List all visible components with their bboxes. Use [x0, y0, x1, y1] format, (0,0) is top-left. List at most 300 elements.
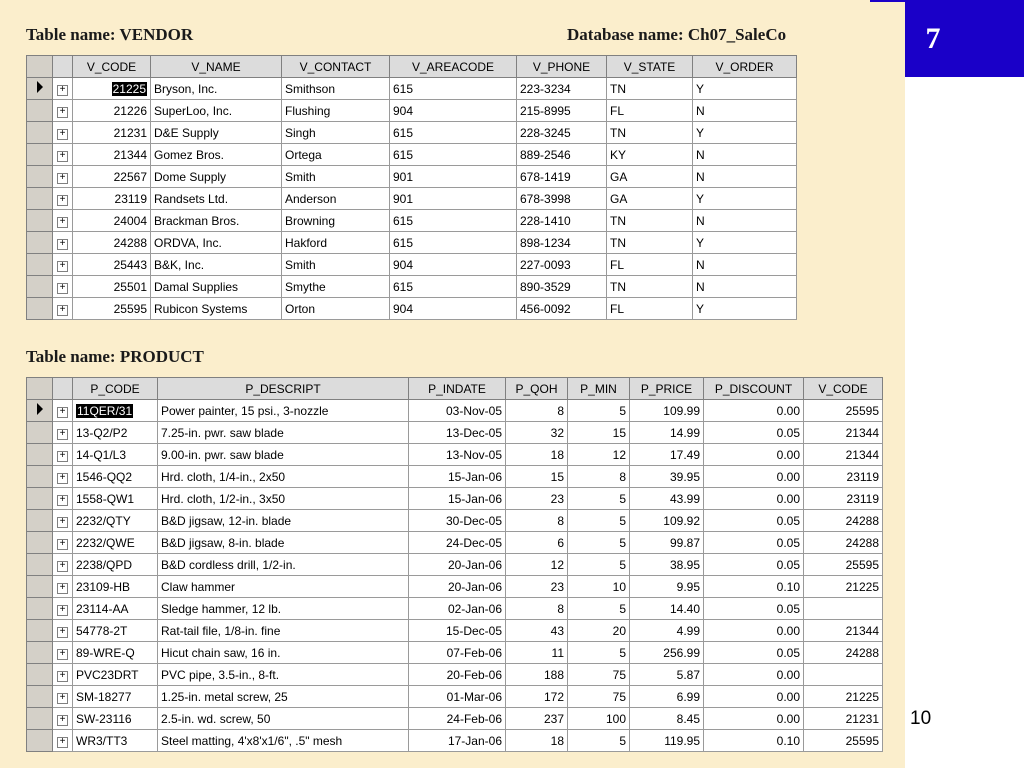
expand-row-button[interactable] [53, 664, 73, 686]
table-cell[interactable]: 24288 [73, 232, 151, 254]
table-cell[interactable]: 0.05 [704, 554, 804, 576]
table-cell[interactable]: Hakford [282, 232, 390, 254]
table-row[interactable] [27, 730, 883, 752]
table-row[interactable] [27, 188, 797, 210]
table-cell[interactable]: 8 [568, 466, 630, 488]
table-cell[interactable]: TN [607, 210, 693, 232]
column-header[interactable]: P_INDATE [409, 378, 506, 400]
table-row[interactable] [27, 422, 883, 444]
table-cell[interactable]: 39.95 [630, 466, 704, 488]
table-cell[interactable]: Singh [282, 122, 390, 144]
table-cell[interactable]: 109.92 [630, 510, 704, 532]
expand-row-button[interactable] [53, 598, 73, 620]
table-cell[interactable]: 14-Q1/L3 [73, 444, 158, 466]
expand-row-button[interactable] [53, 686, 73, 708]
table-cell[interactable]: 2232/QWE [73, 532, 158, 554]
table-row[interactable] [27, 122, 797, 144]
table-cell[interactable]: Rat-tail file, 1/8-in. fine [158, 620, 409, 642]
table-cell[interactable]: FL [607, 298, 693, 320]
column-header[interactable]: P_PRICE [630, 378, 704, 400]
table-cell[interactable]: 25595 [804, 400, 883, 422]
table-cell[interactable]: 615 [390, 276, 517, 298]
record-selector[interactable] [27, 422, 53, 444]
table-row[interactable] [27, 554, 883, 576]
table-cell[interactable]: Y [693, 122, 797, 144]
column-header[interactable]: P_DESCRIPT [158, 378, 409, 400]
table-cell[interactable]: 615 [390, 122, 517, 144]
record-selector[interactable] [27, 400, 53, 422]
record-selector[interactable] [27, 620, 53, 642]
expand-row-button[interactable] [53, 400, 73, 422]
table-cell[interactable]: 1.25-in. metal screw, 25 [158, 686, 409, 708]
record-selector[interactable] [27, 232, 53, 254]
expand-row-button[interactable] [53, 642, 73, 664]
table-cell[interactable]: 23 [506, 488, 568, 510]
expand-row-button[interactable] [53, 422, 73, 444]
table-cell[interactable]: 172 [506, 686, 568, 708]
table-cell[interactable]: 109.99 [630, 400, 704, 422]
expand-row-button[interactable] [53, 122, 73, 144]
table-cell[interactable] [73, 78, 151, 100]
table-cell[interactable]: FL [607, 254, 693, 276]
table-cell[interactable]: 5 [568, 598, 630, 620]
table-cell[interactable]: 23114-AA [73, 598, 158, 620]
table-cell[interactable]: 13-Dec-05 [409, 422, 506, 444]
table-cell[interactable]: 5 [568, 642, 630, 664]
table-cell[interactable]: 15 [506, 466, 568, 488]
table-cell[interactable]: 0.00 [704, 466, 804, 488]
table-cell[interactable]: 237 [506, 708, 568, 730]
table-cell[interactable]: 5 [568, 730, 630, 752]
column-header[interactable]: V_NAME [151, 56, 282, 78]
record-selector[interactable] [27, 144, 53, 166]
expand-row-button[interactable] [53, 708, 73, 730]
table-cell[interactable]: TN [607, 232, 693, 254]
table-cell[interactable]: SuperLoo, Inc. [151, 100, 282, 122]
table-row[interactable] [27, 620, 883, 642]
table-cell[interactable]: 0.05 [704, 422, 804, 444]
table-cell[interactable]: 07-Feb-06 [409, 642, 506, 664]
table-cell[interactable]: 14.40 [630, 598, 704, 620]
column-header[interactable]: P_CODE [73, 378, 158, 400]
record-selector[interactable] [27, 444, 53, 466]
table-cell[interactable]: 7.25-in. pwr. saw blade [158, 422, 409, 444]
table-cell[interactable]: 0.00 [704, 686, 804, 708]
table-cell[interactable]: 21226 [73, 100, 151, 122]
table-cell[interactable]: 901 [390, 188, 517, 210]
record-selector[interactable] [27, 466, 53, 488]
record-selector[interactable] [27, 166, 53, 188]
table-cell[interactable]: 25595 [804, 730, 883, 752]
table-row[interactable] [27, 686, 883, 708]
table-cell[interactable] [73, 400, 158, 422]
record-selector[interactable] [27, 686, 53, 708]
column-header[interactable]: P_MIN [568, 378, 630, 400]
table-cell[interactable]: B&D jigsaw, 8-in. blade [158, 532, 409, 554]
table-cell[interactable]: 24-Feb-06 [409, 708, 506, 730]
table-cell[interactable]: 30-Dec-05 [409, 510, 506, 532]
table-cell[interactable]: 0.00 [704, 488, 804, 510]
table-cell[interactable]: 0.10 [704, 576, 804, 598]
table-cell[interactable]: 0.05 [704, 642, 804, 664]
table-cell[interactable]: 20-Jan-06 [409, 576, 506, 598]
expand-row-button[interactable] [53, 78, 73, 100]
table-cell[interactable]: 8.45 [630, 708, 704, 730]
record-selector[interactable] [27, 276, 53, 298]
table-cell[interactable]: 615 [390, 232, 517, 254]
table-cell[interactable]: 21225 [804, 686, 883, 708]
table-row[interactable] [27, 488, 883, 510]
table-cell[interactable]: 54778-2T [73, 620, 158, 642]
table-cell[interactable]: 615 [390, 78, 517, 100]
table-cell[interactable]: Bryson, Inc. [151, 78, 282, 100]
column-header[interactable]: P_QOH [506, 378, 568, 400]
table-cell[interactable]: 119.95 [630, 730, 704, 752]
table-cell[interactable]: Sledge hammer, 12 lb. [158, 598, 409, 620]
table-cell[interactable]: Gomez Bros. [151, 144, 282, 166]
table-cell[interactable]: 904 [390, 254, 517, 276]
table-cell[interactable]: 89-WRE-Q [73, 642, 158, 664]
record-selector[interactable] [27, 210, 53, 232]
table-cell[interactable]: B&D jigsaw, 12-in. blade [158, 510, 409, 532]
table-cell[interactable]: Ortega [282, 144, 390, 166]
record-selector[interactable] [27, 122, 53, 144]
column-header[interactable]: V_CODE [73, 56, 151, 78]
column-header[interactable]: V_AREACODE [390, 56, 517, 78]
table-cell[interactable]: 03-Nov-05 [409, 400, 506, 422]
table-cell[interactable]: TN [607, 276, 693, 298]
table-cell[interactable]: 24288 [804, 532, 883, 554]
table-cell[interactable]: 9.00-in. pwr. saw blade [158, 444, 409, 466]
table-cell[interactable]: 23 [506, 576, 568, 598]
table-cell[interactable]: Power painter, 15 psi., 3-nozzle [158, 400, 409, 422]
table-cell[interactable]: N [693, 166, 797, 188]
expand-row-button[interactable] [53, 532, 73, 554]
table-cell[interactable]: 0.05 [704, 532, 804, 554]
table-cell[interactable]: Dome Supply [151, 166, 282, 188]
table-row[interactable] [27, 576, 883, 598]
column-header[interactable]: V_CODE [804, 378, 883, 400]
table-cell[interactable]: 24288 [804, 642, 883, 664]
table-cell[interactable]: 678-3998 [517, 188, 607, 210]
table-cell[interactable]: 23109-HB [73, 576, 158, 598]
table-cell[interactable]: 25443 [73, 254, 151, 276]
table-cell[interactable]: 0.00 [704, 400, 804, 422]
table-cell[interactable]: 23119 [804, 488, 883, 510]
table-cell[interactable]: 9.95 [630, 576, 704, 598]
table-cell[interactable]: Hicut chain saw, 16 in. [158, 642, 409, 664]
table-cell[interactable]: N [693, 144, 797, 166]
table-cell[interactable]: 17-Jan-06 [409, 730, 506, 752]
table-cell[interactable]: 228-1410 [517, 210, 607, 232]
table-cell[interactable]: SW-23116 [73, 708, 158, 730]
table-cell[interactable]: TN [607, 122, 693, 144]
column-header[interactable]: V_STATE [607, 56, 693, 78]
table-cell[interactable]: 904 [390, 100, 517, 122]
table-cell[interactable]: 18 [506, 444, 568, 466]
column-header[interactable]: V_ORDER [693, 56, 797, 78]
record-selector[interactable] [27, 254, 53, 276]
table-cell[interactable]: 14.99 [630, 422, 704, 444]
table-cell[interactable]: 23119 [73, 188, 151, 210]
expand-row-button[interactable] [53, 232, 73, 254]
table-cell[interactable]: 15-Jan-06 [409, 488, 506, 510]
expand-row-button[interactable] [53, 144, 73, 166]
table-cell[interactable]: 5 [568, 400, 630, 422]
table-cell[interactable]: 2.5-in. wd. screw, 50 [158, 708, 409, 730]
table-cell[interactable]: 898-1234 [517, 232, 607, 254]
table-cell[interactable]: 75 [568, 664, 630, 686]
table-row[interactable] [27, 532, 883, 554]
expand-row-button[interactable] [53, 444, 73, 466]
table-cell[interactable]: Anderson [282, 188, 390, 210]
table-cell[interactable]: 24004 [73, 210, 151, 232]
record-selector[interactable] [27, 730, 53, 752]
table-cell[interactable]: 24288 [804, 510, 883, 532]
table-cell[interactable]: D&E Supply [151, 122, 282, 144]
table-cell[interactable]: B&D cordless drill, 1/2-in. [158, 554, 409, 576]
table-cell[interactable]: Y [693, 188, 797, 210]
table-cell[interactable]: 8 [506, 400, 568, 422]
table-cell[interactable]: Rubicon Systems [151, 298, 282, 320]
expand-row-button[interactable] [53, 298, 73, 320]
column-header[interactable]: V_PHONE [517, 56, 607, 78]
table-cell[interactable]: 21344 [804, 620, 883, 642]
table-cell[interactable]: Damal Supplies [151, 276, 282, 298]
table-cell[interactable]: Flushing [282, 100, 390, 122]
table-cell[interactable]: N [693, 276, 797, 298]
table-cell[interactable]: PVC pipe, 3.5-in., 8-ft. [158, 664, 409, 686]
table-cell[interactable]: 1558-QW1 [73, 488, 158, 510]
record-selector[interactable] [27, 708, 53, 730]
expand-row-button[interactable] [53, 620, 73, 642]
table-cell[interactable]: 5 [568, 488, 630, 510]
record-selector[interactable] [27, 100, 53, 122]
table-cell[interactable]: 256.99 [630, 642, 704, 664]
table-cell[interactable]: 20 [568, 620, 630, 642]
table-cell[interactable]: 21344 [804, 444, 883, 466]
table-cell[interactable]: PVC23DRT [73, 664, 158, 686]
table-cell[interactable]: 99.87 [630, 532, 704, 554]
table-cell[interactable]: 227-0093 [517, 254, 607, 276]
record-selector[interactable] [27, 78, 53, 100]
table-cell[interactable]: 12 [506, 554, 568, 576]
table-cell[interactable]: 5.87 [630, 664, 704, 686]
table-cell[interactable]: 15-Dec-05 [409, 620, 506, 642]
record-selector[interactable] [27, 532, 53, 554]
expand-row-button[interactable] [53, 166, 73, 188]
table-cell[interactable]: 0.00 [704, 620, 804, 642]
table-cell[interactable]: 5 [568, 554, 630, 576]
column-header[interactable]: P_DISCOUNT [704, 378, 804, 400]
table-cell[interactable]: Y [693, 298, 797, 320]
table-cell[interactable]: Brackman Bros. [151, 210, 282, 232]
table-cell[interactable]: Randsets Ltd. [151, 188, 282, 210]
table-cell[interactable]: 22567 [73, 166, 151, 188]
table-row[interactable] [27, 642, 883, 664]
table-cell[interactable]: 02-Jan-06 [409, 598, 506, 620]
expand-row-button[interactable] [53, 576, 73, 598]
table-cell[interactable]: Smythe [282, 276, 390, 298]
table-cell[interactable]: N [693, 100, 797, 122]
table-cell[interactable]: 25595 [73, 298, 151, 320]
table-cell[interactable]: 21231 [73, 122, 151, 144]
record-selector[interactable] [27, 554, 53, 576]
table-cell[interactable]: WR3/TT3 [73, 730, 158, 752]
table-cell[interactable]: 0.10 [704, 730, 804, 752]
record-selector[interactable] [27, 642, 53, 664]
table-cell[interactable]: 5 [568, 532, 630, 554]
table-cell[interactable]: 21225 [804, 576, 883, 598]
table-cell[interactable]: Y [693, 78, 797, 100]
table-cell[interactable]: 13-Nov-05 [409, 444, 506, 466]
table-cell[interactable]: 615 [390, 144, 517, 166]
table-cell[interactable]: 1546-QQ2 [73, 466, 158, 488]
table-cell[interactable]: 10 [568, 576, 630, 598]
table-cell[interactable]: 904 [390, 298, 517, 320]
table-cell[interactable]: 0.00 [704, 708, 804, 730]
table-row[interactable] [27, 664, 883, 686]
record-selector[interactable] [27, 188, 53, 210]
table-cell[interactable]: GA [607, 188, 693, 210]
table-row[interactable] [27, 78, 797, 100]
table-cell[interactable]: 43.99 [630, 488, 704, 510]
table-cell[interactable]: 32 [506, 422, 568, 444]
table-cell[interactable]: N [693, 210, 797, 232]
table-row[interactable] [27, 254, 797, 276]
table-cell[interactable]: Smithson [282, 78, 390, 100]
table-cell[interactable]: 228-3245 [517, 122, 607, 144]
record-selector[interactable] [27, 510, 53, 532]
table-cell[interactable]: Orton [282, 298, 390, 320]
table-cell[interactable] [804, 598, 883, 620]
table-row[interactable] [27, 166, 797, 188]
table-cell[interactable]: 2238/QPD [73, 554, 158, 576]
expand-row-button[interactable] [53, 488, 73, 510]
table-cell[interactable]: 6 [506, 532, 568, 554]
table-cell[interactable]: Smith [282, 254, 390, 276]
expand-row-button[interactable] [53, 276, 73, 298]
table-cell[interactable]: 75 [568, 686, 630, 708]
table-cell[interactable]: ORDVA, Inc. [151, 232, 282, 254]
table-row[interactable] [27, 708, 883, 730]
table-row[interactable] [27, 298, 797, 320]
table-cell[interactable]: Y [693, 232, 797, 254]
table-cell[interactable]: 21344 [804, 422, 883, 444]
table-cell[interactable]: 01-Mar-06 [409, 686, 506, 708]
table-cell[interactable]: 11 [506, 642, 568, 664]
table-cell[interactable]: Claw hammer [158, 576, 409, 598]
table-cell[interactable]: 4.99 [630, 620, 704, 642]
table-cell[interactable]: 0.05 [704, 598, 804, 620]
table-cell[interactable]: 25595 [804, 554, 883, 576]
table-row[interactable] [27, 510, 883, 532]
table-cell[interactable]: Browning [282, 210, 390, 232]
table-row[interactable] [27, 210, 797, 232]
table-cell[interactable]: FL [607, 100, 693, 122]
table-cell[interactable]: KY [607, 144, 693, 166]
expand-row-button[interactable] [53, 730, 73, 752]
record-selector[interactable] [27, 298, 53, 320]
table-row[interactable] [27, 598, 883, 620]
table-row[interactable] [27, 466, 883, 488]
table-row[interactable] [27, 276, 797, 298]
table-row[interactable] [27, 232, 797, 254]
table-cell[interactable]: 5 [568, 510, 630, 532]
table-cell[interactable]: 38.95 [630, 554, 704, 576]
table-cell[interactable] [804, 664, 883, 686]
table-cell[interactable]: 890-3529 [517, 276, 607, 298]
table-cell[interactable]: 25501 [73, 276, 151, 298]
expand-row-button[interactable] [53, 254, 73, 276]
table-cell[interactable]: 17.49 [630, 444, 704, 466]
table-cell[interactable]: Hrd. cloth, 1/2-in., 3x50 [158, 488, 409, 510]
table-cell[interactable]: Smith [282, 166, 390, 188]
table-row[interactable] [27, 100, 797, 122]
table-cell[interactable]: 23119 [804, 466, 883, 488]
table-cell[interactable]: 24-Dec-05 [409, 532, 506, 554]
record-selector[interactable] [27, 664, 53, 686]
table-cell[interactable]: 0.05 [704, 510, 804, 532]
table-cell[interactable]: 188 [506, 664, 568, 686]
record-selector[interactable] [27, 598, 53, 620]
table-row[interactable] [27, 444, 883, 466]
table-row[interactable] [27, 400, 883, 422]
table-cell[interactable]: 15 [568, 422, 630, 444]
table-cell[interactable]: 15-Jan-06 [409, 466, 506, 488]
table-cell[interactable]: 901 [390, 166, 517, 188]
expand-row-button[interactable] [53, 466, 73, 488]
record-selector[interactable] [27, 576, 53, 598]
table-cell[interactable]: 215-8995 [517, 100, 607, 122]
table-cell[interactable]: 13-Q2/P2 [73, 422, 158, 444]
record-selector[interactable] [27, 488, 53, 510]
table-cell[interactable]: 100 [568, 708, 630, 730]
table-cell[interactable]: 678-1419 [517, 166, 607, 188]
table-cell[interactable]: B&K, Inc. [151, 254, 282, 276]
table-cell[interactable]: 0.00 [704, 444, 804, 466]
expand-row-button[interactable] [53, 188, 73, 210]
table-cell[interactable]: 20-Feb-06 [409, 664, 506, 686]
expand-row-button[interactable] [53, 100, 73, 122]
table-cell[interactable]: 6.99 [630, 686, 704, 708]
table-cell[interactable]: 12 [568, 444, 630, 466]
table-cell[interactable]: 21344 [73, 144, 151, 166]
expand-row-button[interactable] [53, 510, 73, 532]
table-row[interactable] [27, 144, 797, 166]
table-cell[interactable]: Steel matting, 4'x8'x1/6", .5" mesh [158, 730, 409, 752]
table-cell[interactable]: 20-Jan-06 [409, 554, 506, 576]
table-cell[interactable]: SM-18277 [73, 686, 158, 708]
table-cell[interactable]: 615 [390, 210, 517, 232]
table-cell[interactable]: 223-3234 [517, 78, 607, 100]
table-cell[interactable]: Hrd. cloth, 1/4-in., 2x50 [158, 466, 409, 488]
table-cell[interactable]: 0.00 [704, 664, 804, 686]
table-cell[interactable]: GA [607, 166, 693, 188]
table-cell[interactable]: N [693, 254, 797, 276]
expand-row-button[interactable] [53, 554, 73, 576]
table-cell[interactable]: 889-2546 [517, 144, 607, 166]
table-cell[interactable]: 18 [506, 730, 568, 752]
table-cell[interactable]: 456-0092 [517, 298, 607, 320]
table-cell[interactable]: 8 [506, 510, 568, 532]
table-cell[interactable]: 2232/QTY [73, 510, 158, 532]
table-cell[interactable]: TN [607, 78, 693, 100]
expand-row-button[interactable] [53, 210, 73, 232]
table-cell[interactable]: 43 [506, 620, 568, 642]
column-header[interactable]: V_CONTACT [282, 56, 390, 78]
table-cell[interactable]: 21231 [804, 708, 883, 730]
